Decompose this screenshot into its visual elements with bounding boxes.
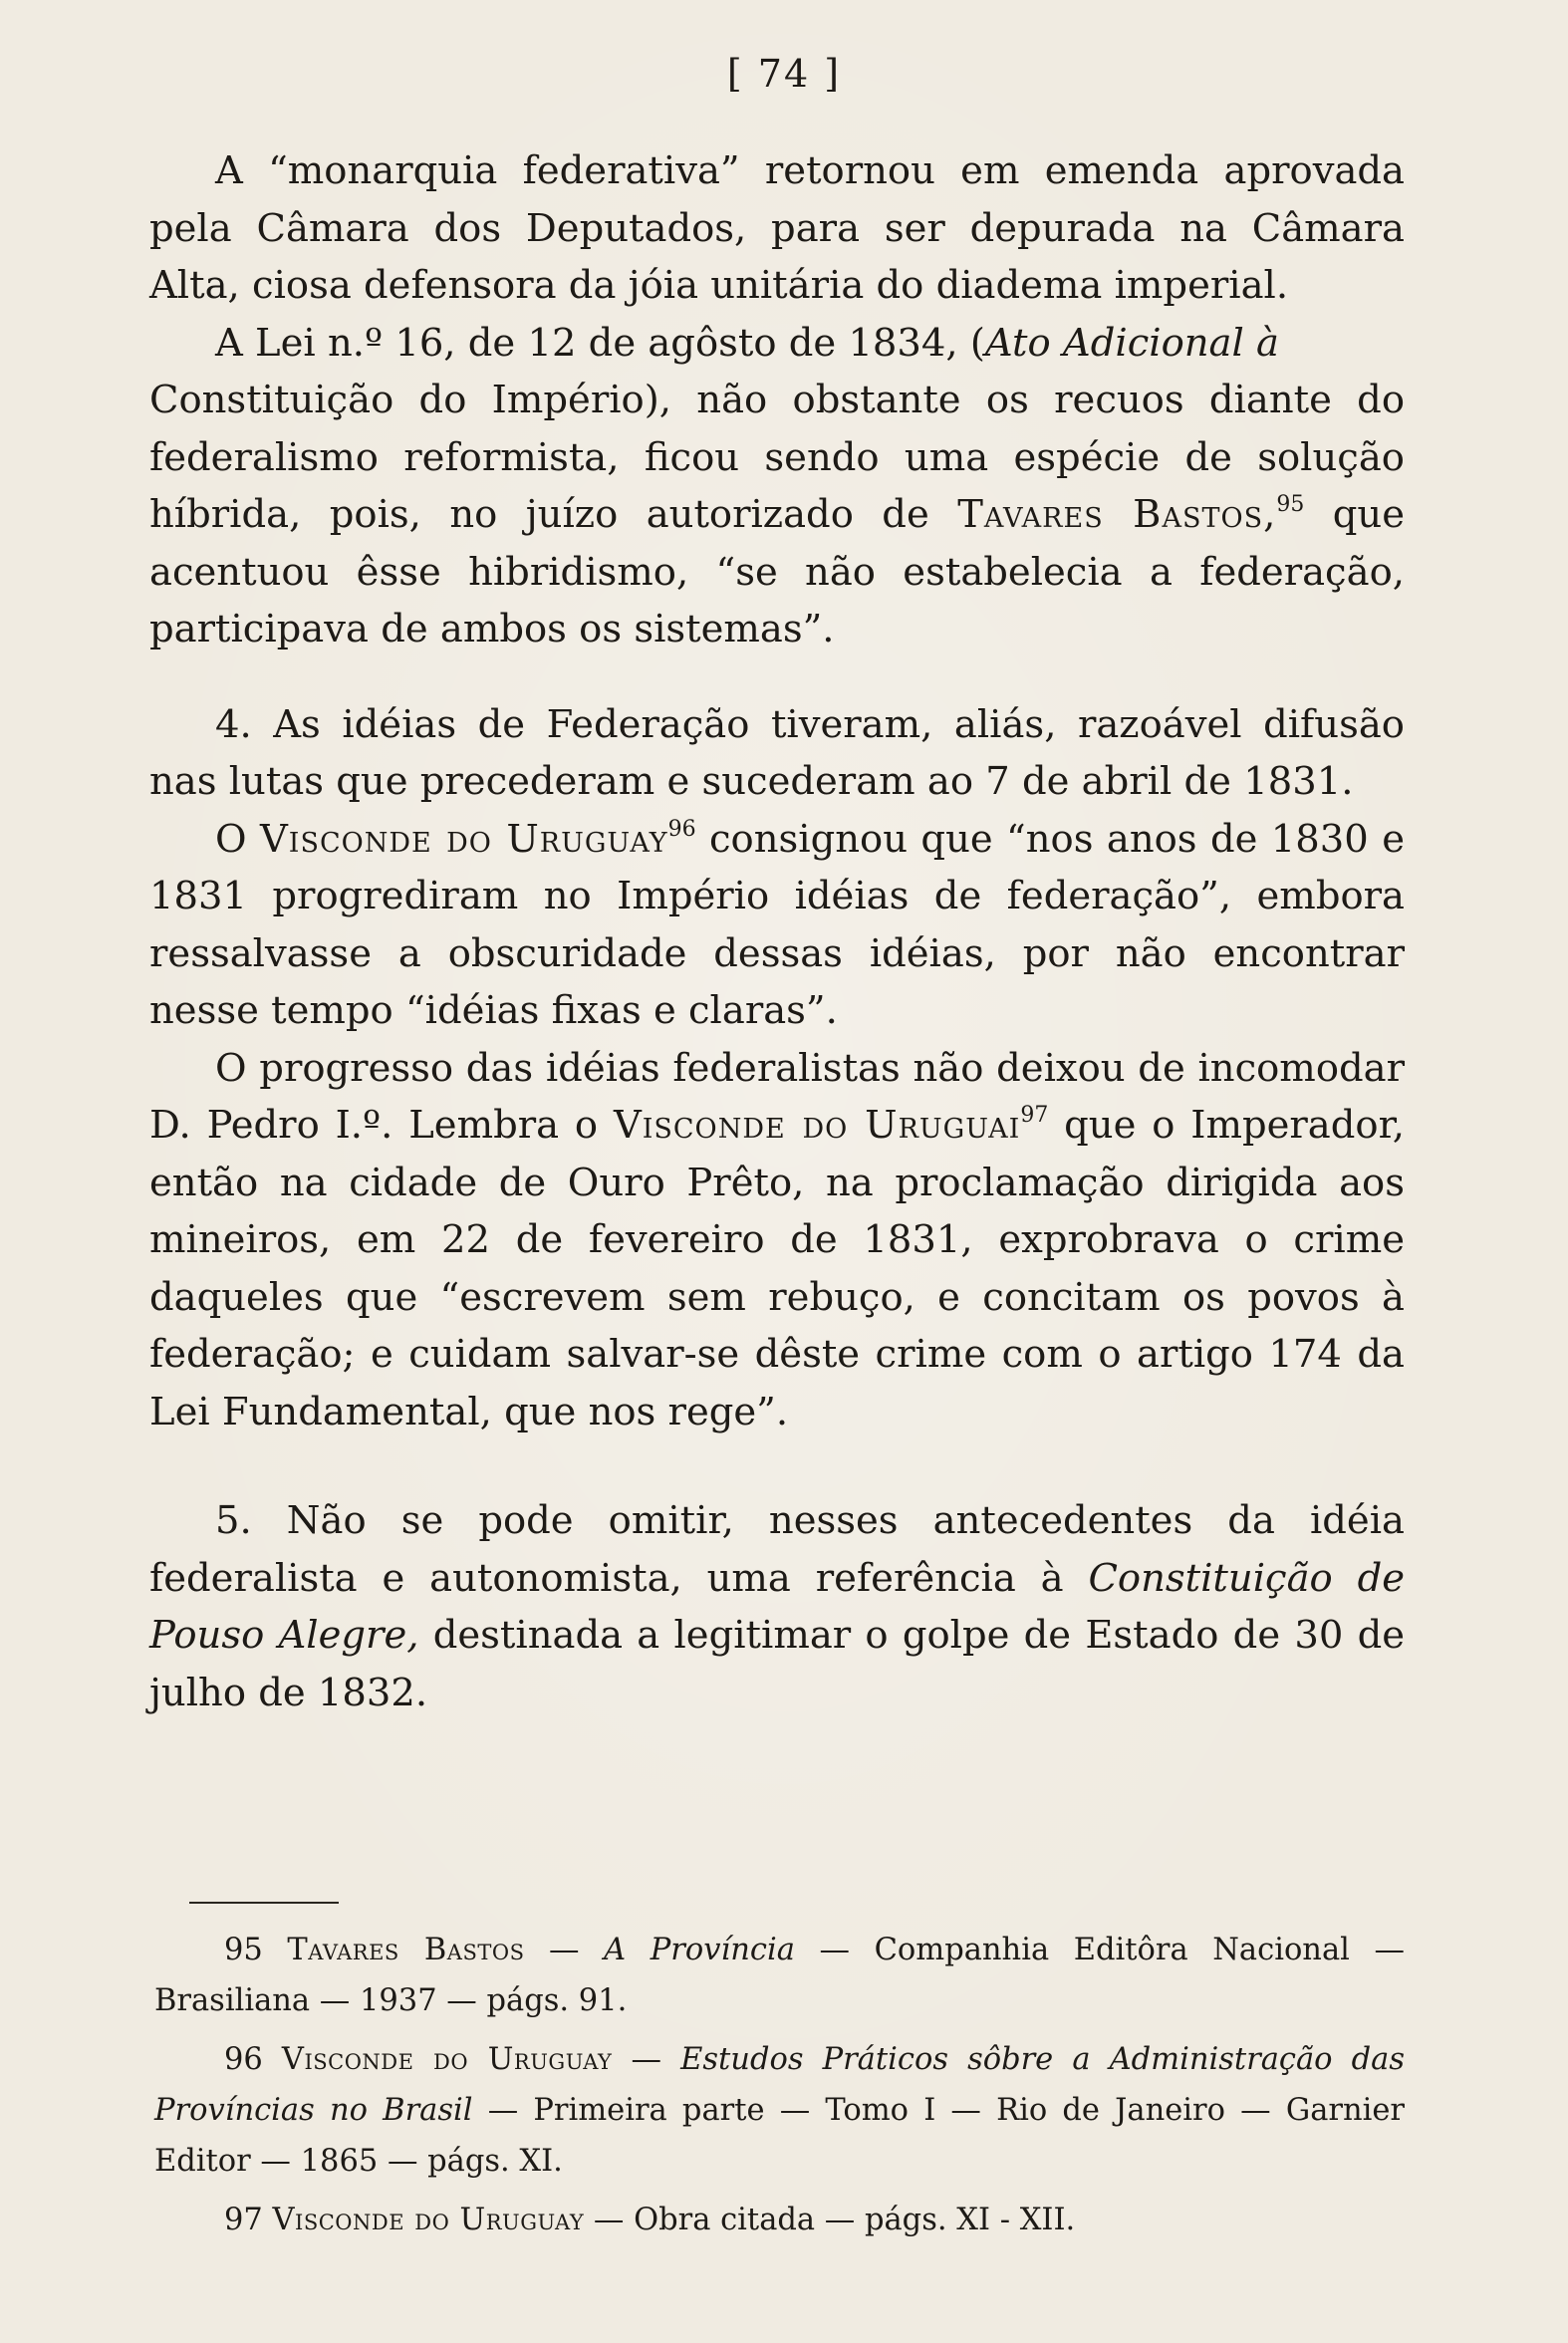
text-run: consignou que “nos anos de 1830 e 1831 progrediram no Império idéias de federação”, embora ressalvasse a obscuridade dessas idéias, por não encontrar nesse tempo “idéias fixas e claras”. [149,816,1405,1033]
author-name: Visconde do Uruguay [259,816,668,862]
main-text [149,142,1405,1721]
text-run: — [524,1933,605,1967]
footnote-title: A Província [604,1933,795,1967]
italic-title: Constituição de Pouso Alegre, [149,1555,1405,1658]
paragraph-text: A “monarquia federativa” retornou em emenda aprovada pela Câmara dos Deputados, para ser depurada na Câmara Alta, ciosa defensora da jóia unitária do diadema imperial. [149,148,1405,308]
footnote-ref-95[interactable]: 95 [1276,492,1305,517]
footnote-author: Visconde do Uruguay [272,2203,585,2237]
text-run: — [612,2042,681,2077]
text-run: — Companhia Editôra Nacional — Brasiliana — 1937 — págs. 91. [154,1933,1405,2018]
paragraph-4 [149,811,1405,1040]
footnote-ref-96[interactable]: 96 [667,816,696,842]
footnote-97 [154,2195,1405,2245]
footnote-95 [154,1925,1405,2026]
text-run: As idéias de Federação tiveram, aliás, razoável difusão nas lutas que precederam e sucederam ao 7 de abril de 1831. [149,701,1405,804]
page-number: [ 74 ] [726,52,842,96]
footnote-author: Tavares Bastos [287,1933,525,1967]
text-run: O progresso das idéias federalistas não deixou de incomodar D. Pedro I.º. Lembra o [149,1045,1405,1148]
author-name: Visconde do Uruguai [613,1103,1021,1148]
italic-title: Ato Adicional à [984,320,1280,366]
paragraph-5 [149,1040,1405,1441]
footnotes [154,1925,1405,2253]
footnote-ref-97[interactable]: 97 [1020,1103,1049,1128]
section-number: 4. [215,701,252,747]
text-run: que o Imperador, então na cidade de Ouro Prêto, na proclamação dirigida aos mineiros, em 22 de fevereiro de 1831, exprobrava o crime daqueles que “escrevem sem rebuço, e concitam os povos à federação; e cuidam salvar-se dêste crime com o artigo 174 da Lei Fundamental, que nos rege”. [149,1103,1405,1434]
text-run: que acentuou êsse hibridismo, “se não estabelecia a federação, participava de ambos os sistemas”. [149,492,1405,651]
paragraph-2 [149,315,1405,658]
footnote-title: Estudos Práticos sôbre a Administração das Províncias no Brasil [154,2042,1405,2128]
text-run: — Primeira parte — Tomo I — Rio de Janeiro — Garnier Editor — 1865 — págs. XI. [154,2093,1405,2179]
text-run: Constituição do Império [149,378,645,422]
text-run: — Obra citada — págs. XI - XII. [584,2203,1076,2237]
footnote-number: 97 [224,2203,263,2237]
footnote-number: 96 [224,2042,263,2077]
text-run: ), não obstante os recuos diante do federalismo reformista, ficou sendo uma espécie de solução híbrida, pois, no juízo autorizado de [149,378,1405,537]
text-run: Não se pode omitir, nesses antecedentes da idéia federalista e autonomista, uma referência à [149,1498,1405,1601]
footnote-96 [154,2034,1405,2187]
paragraph-section-4 [149,696,1405,811]
footnote-number: 95 [224,1933,263,1967]
text-run: A Lei n.º 16, de 12 de agôsto de 1834, ( [215,320,985,366]
section-number: 5. [215,1498,252,1543]
paragraph-1 [149,142,1405,315]
paragraph-section-5 [149,1492,1405,1721]
text-run: destinada a legitimar o golpe de Estado de 30 de julho de 1832. [149,1613,1406,1715]
text-run: O [215,816,260,862]
footnote-divider [189,1902,339,1904]
footnote-author: Visconde do Uruguay [281,2042,613,2077]
author-name: Tavares Bastos, [957,492,1277,537]
